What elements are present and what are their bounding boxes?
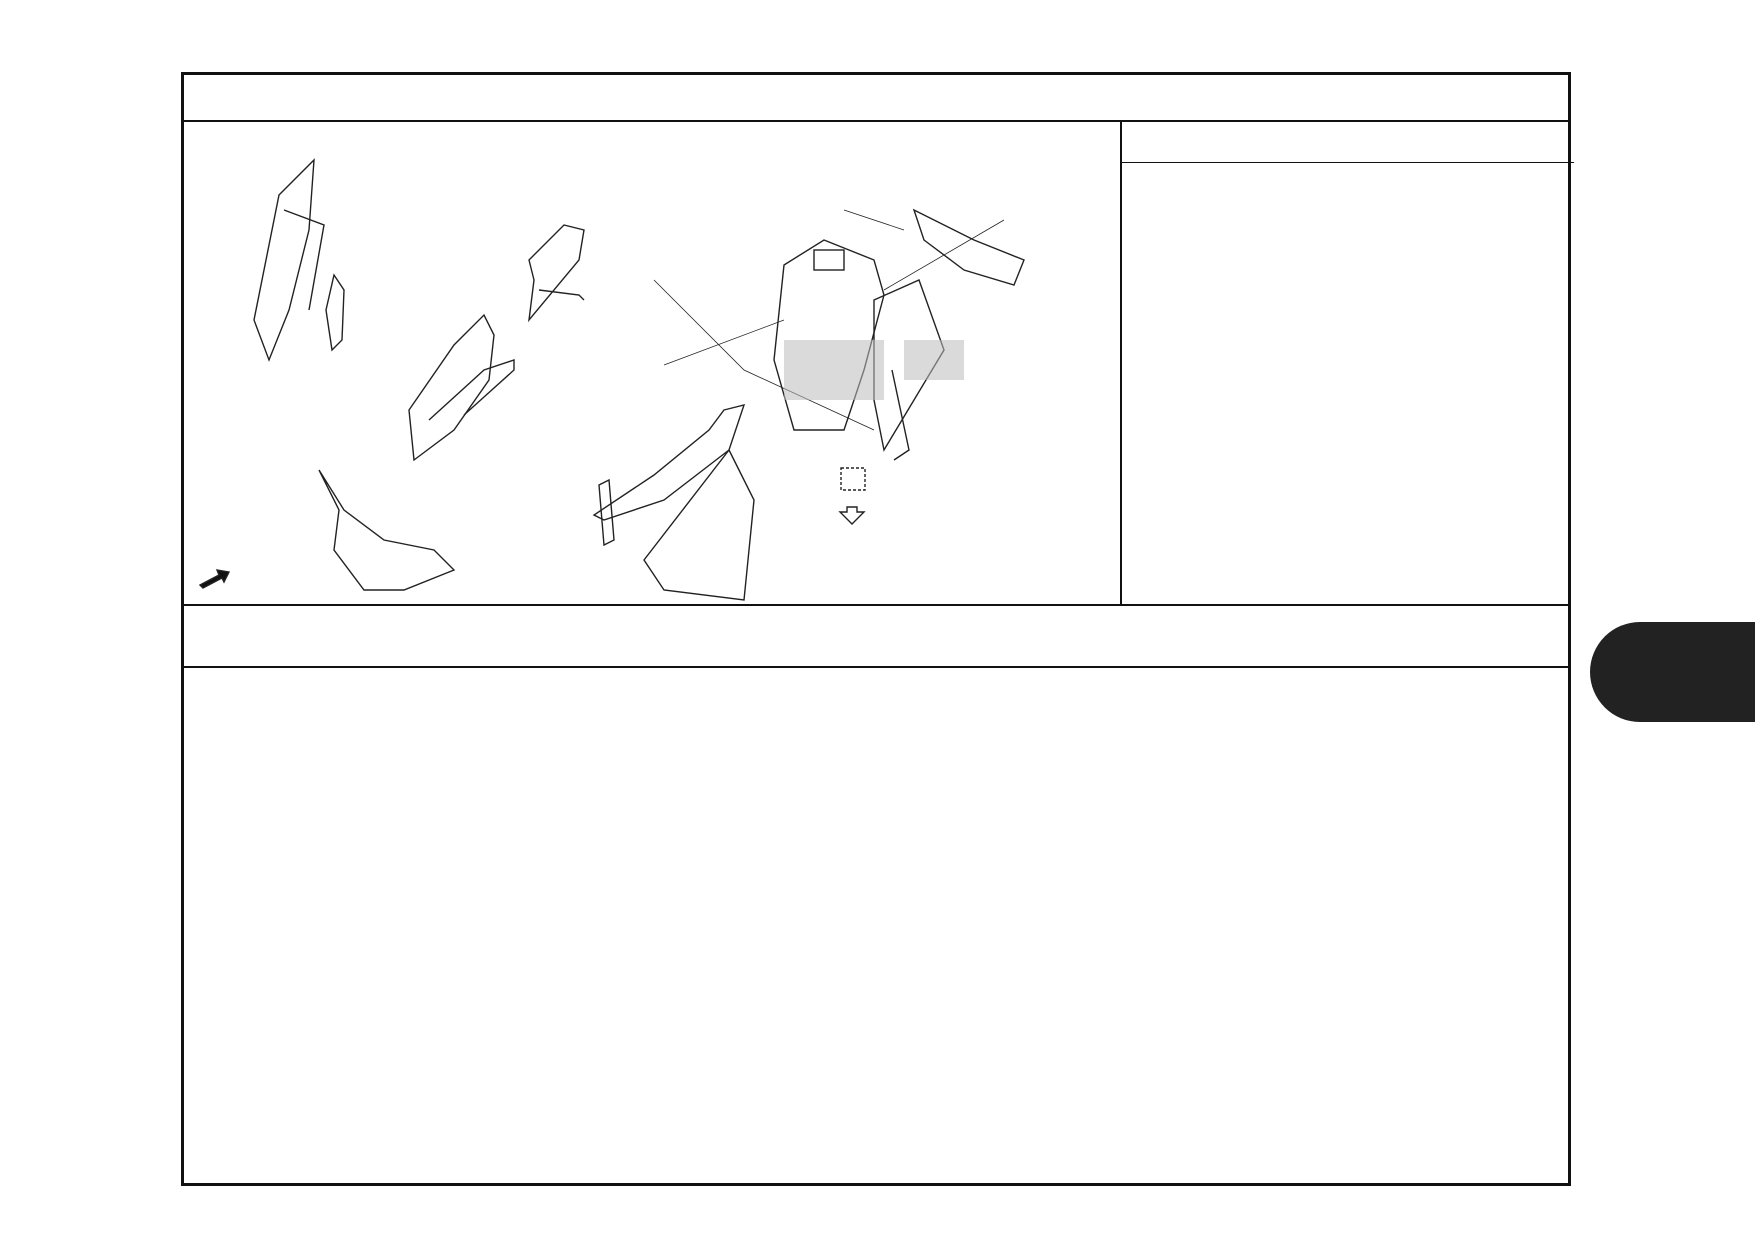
part-1-shape <box>529 225 584 320</box>
front-direction-icon <box>200 570 229 588</box>
parts-table-header <box>184 604 1568 668</box>
part-9-shape <box>914 210 1024 285</box>
catalog-frame <box>181 72 1571 1186</box>
part-8-shape <box>594 405 744 520</box>
section-tab <box>1590 622 1755 722</box>
page-header <box>184 75 1568 122</box>
part-11-shape <box>774 240 884 430</box>
part-7-shape <box>254 160 314 360</box>
part-6-shape <box>599 480 614 545</box>
part-5-shape <box>326 275 344 350</box>
part-2-shape <box>409 315 494 460</box>
lon-table <box>1122 120 1574 604</box>
part-4-shape <box>319 470 454 590</box>
ref-arrow-icon <box>840 507 864 524</box>
diagram-drawing <box>184 120 1120 604</box>
lon-table-header <box>1122 120 1574 163</box>
exploded-diagram <box>184 120 1122 604</box>
